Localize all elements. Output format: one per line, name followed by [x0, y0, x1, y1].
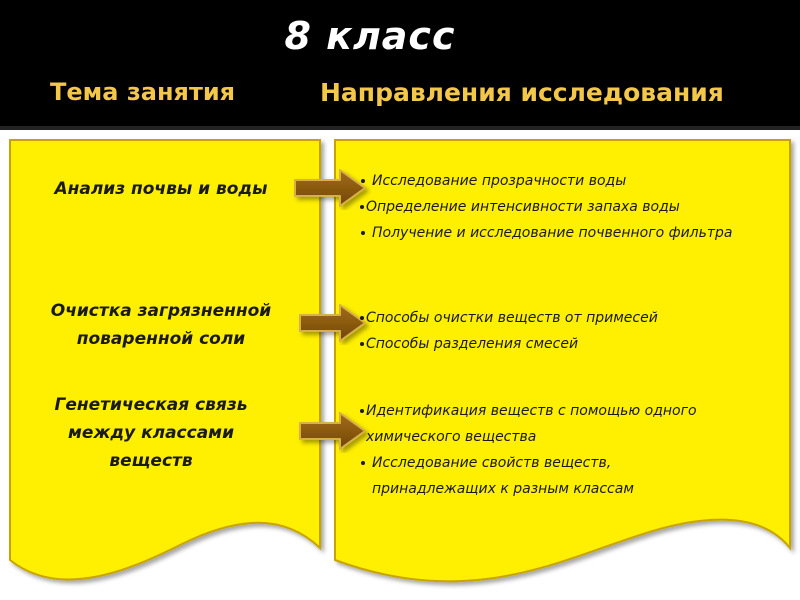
direction-item: Способы разделения смесей	[360, 331, 785, 357]
topic-soil-water	[16, 175, 306, 203]
column-heading-topic: Тема занятия	[50, 78, 236, 106]
direction-item: Исследование свойств веществ, принадлежащих к разным классам	[360, 450, 722, 502]
directions-group-1	[360, 168, 785, 246]
direction-item: Определение интенсивности запаха воды	[360, 194, 785, 220]
direction-item: Исследование прозрачности воды	[360, 168, 785, 194]
topic-line: Очистка загрязненной	[50, 301, 272, 321]
direction-item: Способы очистки веществ от примесей	[360, 305, 785, 331]
topic-line: поваренной соли	[76, 329, 246, 349]
directions-group-3	[360, 398, 785, 502]
topic-line: веществ	[109, 451, 193, 471]
column-heading-directions: Направления исследования	[320, 78, 724, 107]
topic-panel	[10, 140, 320, 579]
direction-item: Идентификация веществ с помощью одного химического вещества	[360, 398, 736, 450]
topic-line: между классами	[68, 423, 234, 443]
directions-group-2	[360, 305, 785, 357]
topic-salt-cleaning	[16, 297, 306, 353]
slide-title: 8 класс	[284, 14, 456, 58]
topic-line: Анализ почвы и воды	[54, 179, 268, 199]
topic-genetic-link	[16, 391, 286, 475]
direction-item: Получение и исследование почвенного фильтра	[360, 220, 742, 246]
topic-line: Генетическая связь	[54, 395, 248, 415]
